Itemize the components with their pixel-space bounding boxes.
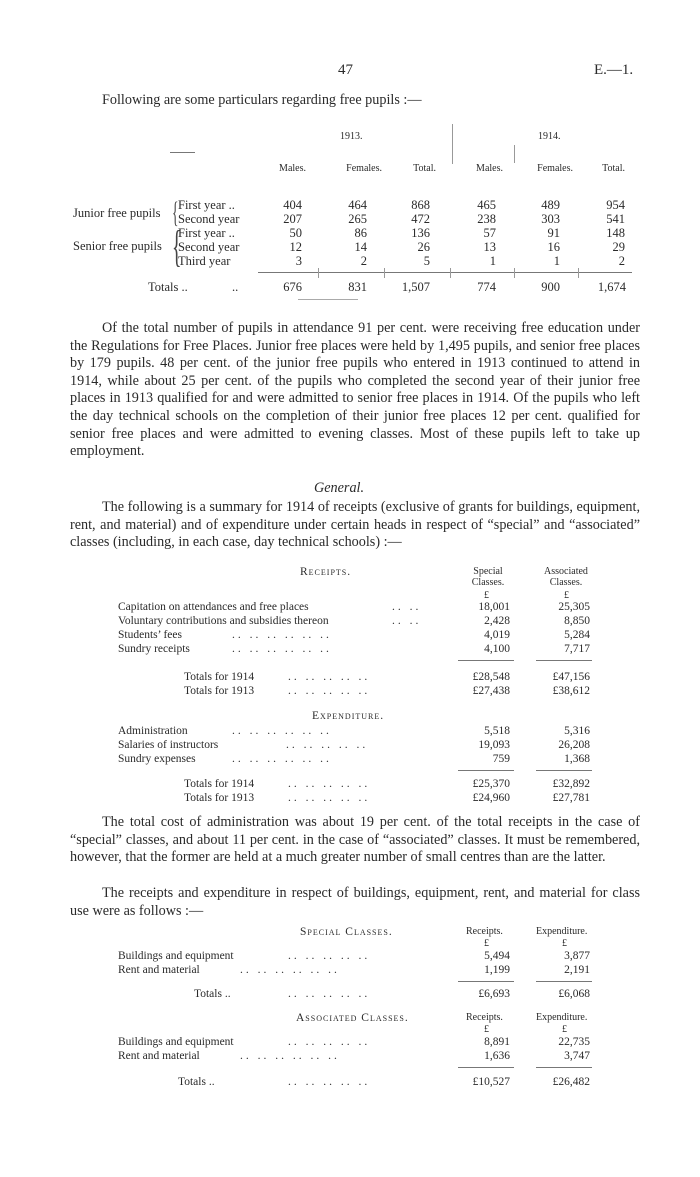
cell: 464 xyxy=(348,198,367,212)
cell: 265 xyxy=(348,212,367,226)
cell: £38,612 xyxy=(552,685,590,697)
row-dots: .. .. .. .. .. .. xyxy=(232,753,332,765)
cell: 1,636 xyxy=(484,1050,510,1062)
row-dots: .. .. xyxy=(392,601,422,613)
group-label-senior: Senior free pupils xyxy=(73,239,162,253)
cell: 5 xyxy=(423,254,430,268)
col-header-receipts: Receipts. xyxy=(466,926,503,937)
row-label: First year .. xyxy=(178,198,235,212)
cell: £6,068 xyxy=(558,988,590,1000)
col-header-total-1913: Total. xyxy=(413,163,436,174)
row-dots: .. .. .. .. .. xyxy=(288,950,371,962)
col-header-males-1914: Males. xyxy=(476,163,503,174)
totals-label: Totals .. xyxy=(178,1076,215,1088)
cell: 4,100 xyxy=(484,643,510,655)
row-label: Third year xyxy=(178,254,231,268)
cell: 774 xyxy=(477,280,496,294)
cell: 868 xyxy=(411,198,430,212)
col-header-females-1914: Females. xyxy=(537,163,573,174)
row-label: Students’ fees xyxy=(118,629,182,641)
paragraph-administration-cost xyxy=(70,814,640,867)
receipts-heading: Receipts. xyxy=(300,566,352,578)
paragraph-text: The following is a summary for 1914 of receipts (exclusive of grants for buildings, equipment, rent, and material) and of expenditure under certain heads in respect of “special” and “associated” classes (including, in each case, day technical schools) :— xyxy=(70,499,640,551)
cell: 3,747 xyxy=(564,1050,590,1062)
row-dots: .. .. .. .. .. xyxy=(288,988,371,1000)
cell: 489 xyxy=(541,198,560,212)
cell: 29 xyxy=(612,240,625,254)
row-label: Salaries of instructors xyxy=(118,739,219,751)
row-dots: .. .. .. .. .. .. xyxy=(232,725,332,737)
row-dots: .. .. .. .. .. .. xyxy=(240,964,340,976)
cell: £25,370 xyxy=(472,778,510,790)
cell: 57 xyxy=(483,226,496,240)
cell: 472 xyxy=(411,212,430,226)
cell: 4,019 xyxy=(484,629,510,641)
row-label: Totals for 1913 xyxy=(184,685,255,697)
pound-sign: £ xyxy=(484,590,489,601)
cell: 148 xyxy=(606,226,625,240)
row-dots: .. .. .. .. .. .. xyxy=(232,643,332,655)
cell: £10,527 xyxy=(472,1076,510,1088)
cell: 1 xyxy=(553,254,560,268)
cell: 238 xyxy=(477,212,496,226)
cell: £26,482 xyxy=(552,1076,590,1088)
col-header-total-1914: Total. xyxy=(602,163,625,174)
year-1913-header: 1913. xyxy=(340,131,363,142)
paragraph-text: Of the total number of pupils in attendance 91 per cent. were receiving free education under the Regulations for Free Places. Junior free places were held by 1,495 pupils, and senior free places by 179 pupils. 48 per cent. of the junior free pupils who entered in 1913 continued to attend in 1914, while about 25 per cent. of the pupils who completed the second year of their junior free places in 1913 qualified for and were admitted to senior free places in 1914. Of the pupils who left the day technical schools on the completion of their junior free places 12 per cent. qualified for senior free places and were admitted to evening classes. Most of these pupils left to take up employment. xyxy=(70,320,640,460)
pound-sign: £ xyxy=(562,938,567,949)
col-header-males-1913: Males. xyxy=(279,163,306,174)
cell: 759 xyxy=(492,753,510,765)
junior-brace: { xyxy=(172,196,179,229)
totals-label: Totals .. xyxy=(194,988,231,1000)
cell: £24,960 xyxy=(472,792,510,804)
col-header-special: Special Classes. xyxy=(471,566,505,588)
cell: 12 xyxy=(289,240,302,254)
cell: 5,284 xyxy=(564,629,590,641)
cell: 7,717 xyxy=(564,643,590,655)
paragraph-summary-intro xyxy=(70,499,640,552)
paragraph-text: The receipts and expenditure in respect of buildings, equipment, rent, and material for class use were as follows :— xyxy=(70,885,640,919)
cell: 3 xyxy=(295,254,302,268)
cell: 8,891 xyxy=(484,1036,510,1048)
cell: 676 xyxy=(283,280,302,294)
cell: 900 xyxy=(541,280,560,294)
cell: 465 xyxy=(477,198,496,212)
row-label: Sundry expenses xyxy=(118,753,196,765)
cell: 26 xyxy=(417,240,430,254)
cell: £27,781 xyxy=(552,792,590,804)
cell: 8,850 xyxy=(564,615,590,627)
row-dots: .. .. .. .. .. xyxy=(288,671,371,683)
col-header-expenditure: Expenditure. xyxy=(536,926,588,937)
cell: 207 xyxy=(283,212,302,226)
cell: 5,494 xyxy=(484,950,510,962)
row-label: Second year xyxy=(178,240,240,254)
col-header-females-1913: Females. xyxy=(346,163,382,174)
col-header-receipts: Receipts. xyxy=(466,1012,503,1023)
cell: 2 xyxy=(360,254,367,268)
paragraph-buildings-intro xyxy=(70,885,640,920)
row-dots: .. .. .. .. .. xyxy=(286,739,369,751)
cell: 541 xyxy=(606,212,625,226)
cell: £47,156 xyxy=(552,671,590,683)
section-heading-general: General. xyxy=(314,480,365,496)
cell: 50 xyxy=(289,226,302,240)
row-label: Totals for 1914 xyxy=(184,778,255,790)
cell: £27,438 xyxy=(472,685,510,697)
paragraph-free-places xyxy=(70,320,640,461)
senior-brace: { xyxy=(172,222,182,271)
cell: 303 xyxy=(541,212,560,226)
row-dots: .. .. .. .. .. .. xyxy=(240,1050,340,1062)
associated-classes-heading: Associated Classes. xyxy=(296,1012,409,1024)
row-label: First year .. xyxy=(178,226,235,240)
cell: 5,518 xyxy=(484,725,510,737)
row-label: Totals for 1913 xyxy=(184,792,255,804)
row-label: Rent and material xyxy=(118,964,200,976)
cell: 831 xyxy=(348,280,367,294)
cell: 2,191 xyxy=(564,964,590,976)
cell: 5,316 xyxy=(564,725,590,737)
cell: £28,548 xyxy=(472,671,510,683)
pound-sign: £ xyxy=(484,1024,489,1035)
pound-sign: £ xyxy=(562,1024,567,1035)
row-label: Sundry receipts xyxy=(118,643,190,655)
cell: 1,368 xyxy=(564,753,590,765)
row-dots: .. .. xyxy=(392,615,422,627)
cell: £32,892 xyxy=(552,778,590,790)
cell: 2,428 xyxy=(484,615,510,627)
cell: 1 xyxy=(489,254,496,268)
cell: 25,305 xyxy=(558,601,590,613)
cell: 22,735 xyxy=(558,1036,590,1048)
cell: 404 xyxy=(283,198,302,212)
col-header-expenditure: Expenditure. xyxy=(536,1012,588,1023)
totals-dots: .. xyxy=(232,280,239,294)
cell: 1,674 xyxy=(597,280,626,294)
cell: 26,208 xyxy=(558,739,590,751)
row-label: Second year xyxy=(178,212,240,226)
row-dots: .. .. .. .. .. xyxy=(288,1036,371,1048)
row-dots: .. .. .. .. .. .. xyxy=(232,629,332,641)
cell: 18,001 xyxy=(478,601,510,613)
paragraph-text: The total cost of administration was about 19 per cent. of the total receipts in the case of “special” classes, and about 11 per cent. in the case of “associated” classes. It must be remembered, however, that the former are held at a much greater number of small centres than are the latter. xyxy=(70,814,640,866)
free-pupils-intro: Following are some particulars regarding free pupils :— xyxy=(102,92,422,108)
pound-sign: £ xyxy=(484,938,489,949)
cell: 1,199 xyxy=(484,964,510,976)
cell: 136 xyxy=(411,226,430,240)
row-label: Capitation on attendances and free places xyxy=(118,601,309,613)
cell: 954 xyxy=(606,198,625,212)
row-label: Administration xyxy=(118,725,188,737)
totals-label: Totals .. xyxy=(148,280,188,294)
cell: 14 xyxy=(354,240,367,254)
page-number: 47 xyxy=(338,62,353,78)
cell: 3,877 xyxy=(564,950,590,962)
cell: 91 xyxy=(547,226,560,240)
row-label: Rent and material xyxy=(118,1050,200,1062)
cell: 86 xyxy=(354,226,367,240)
cell: 2 xyxy=(618,254,625,268)
row-dots: .. .. .. .. .. xyxy=(288,778,371,790)
year-1914-header: 1914. xyxy=(538,131,561,142)
row-dots: .. .. .. .. .. xyxy=(288,792,371,804)
expenditure-heading: Expenditure. xyxy=(312,710,385,722)
pound-sign: £ xyxy=(564,590,569,601)
document-reference: E.—1. xyxy=(594,62,634,78)
col-header-associated: Associated Classes. xyxy=(544,566,588,588)
cell: £6,693 xyxy=(478,988,510,1000)
cell: 13 xyxy=(483,240,496,254)
cell: 19,093 xyxy=(478,739,510,751)
group-label-junior: Junior free pupils xyxy=(73,206,161,220)
cell: 1,507 xyxy=(401,280,430,294)
cell: 16 xyxy=(547,240,560,254)
row-label: Buildings and equipment xyxy=(118,950,234,962)
row-dots: .. .. .. .. .. xyxy=(288,1076,371,1088)
row-dots: .. .. .. .. .. xyxy=(288,685,371,697)
row-label: Buildings and equipment xyxy=(118,1036,234,1048)
special-classes-heading: Special Classes. xyxy=(300,926,393,938)
row-label: Voluntary contributions and subsidies thereon xyxy=(118,615,329,627)
row-label: Totals for 1914 xyxy=(184,671,255,683)
